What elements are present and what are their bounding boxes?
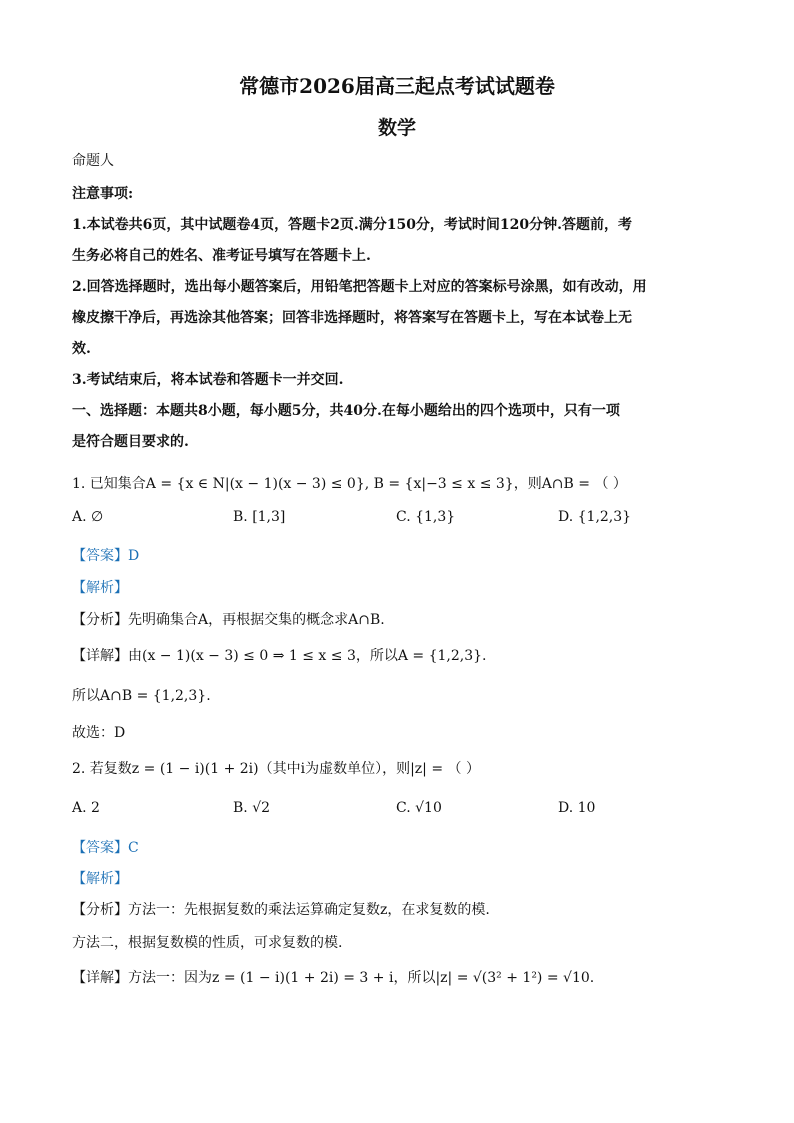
section-heading: 一、选择题：本题共8小题，每小题5分，共40分.在每小题给出的四个选项中，只有一项	[72, 403, 620, 419]
q2-method-2: 方法二，根据复数模的性质，可求复数的模.	[72, 935, 343, 951]
q2-fenxi: 【分析】方法一：先根据复数的乘法运算确定复数z，在求复数的模.	[72, 902, 490, 918]
subject-title: 数学	[377, 117, 416, 139]
question-2-stem: 2. 若复数z = (1 − i)(1 + 2i)（其中i为虚数单位），则|z| = （ ）	[72, 761, 480, 777]
q1-option-d: D. {1,2,3}	[558, 509, 632, 525]
q2-option-a: A. 2	[72, 800, 100, 816]
q2-option-c: C. √10	[396, 800, 442, 816]
notice-line: 2.回答选择题时，选出每小题答案后，用铅笔把答题卡上对应的答案标号涂黑，如有改动，用	[72, 279, 647, 295]
q1-choice: 故选：D	[72, 725, 126, 741]
q1-option-a: A. ∅	[72, 509, 104, 525]
q1-analysis-label: 【解析】	[72, 580, 128, 596]
notice-line: 橡皮擦干净后，再选涂其他答案；回答非选择题时，将答案写在答题卡上，写在本试卷上无	[72, 310, 632, 326]
notice-line: 效.	[72, 341, 91, 357]
question-1-stem: 1. 已知集合A = {x ∈ N|(x − 1)(x − 3) ≤ 0}, B = {x|−3 ≤ x ≤ 3}，则A∩B = （ ）	[72, 476, 627, 492]
q1-option-b: B. [1,3]	[233, 509, 286, 525]
q2-xiangjie: 【详解】方法一：因为z = (1 − i)(1 + 2i) = 3 + i，所以|z| = √(3² + 1²) = √10.	[72, 970, 595, 986]
notice-line: 生务必将自己的姓名、准考证号填写在答题卡上.	[72, 248, 371, 264]
q2-option-d: D. 10	[558, 800, 596, 816]
author-label: 命题人	[72, 153, 114, 169]
section-heading: 是符合题目要求的.	[72, 434, 189, 450]
q1-conclusion: 所以A∩B = {1,2,3}.	[72, 688, 211, 704]
exam-title: 常德市2026届高三起点考试试题卷	[239, 74, 555, 98]
q1-option-c: C. {1,3}	[396, 509, 456, 525]
notice-line: 1.本试卷共6页，其中试题卷4页，答题卡2页.满分150分，考试时间120分钟.答题前，考	[72, 217, 633, 233]
q2-analysis-label: 【解析】	[72, 871, 128, 887]
q1-answer: 【答案】D	[72, 548, 140, 564]
q1-fenxi: 【分析】先明确集合A，再根据交集的概念求A∩B.	[72, 612, 385, 628]
q2-answer: 【答案】C	[72, 840, 139, 856]
q2-option-b: B. √2	[233, 800, 271, 816]
notice-heading: 注意事项:	[72, 186, 134, 202]
notice-line: 3.考试结束后，将本试卷和答题卡一并交回.	[72, 372, 344, 388]
q1-xiangjie: 【详解】由(x − 1)(x − 3) ≤ 0 ⇒ 1 ≤ x ≤ 3，所以A = {1,2,3}.	[72, 648, 487, 664]
